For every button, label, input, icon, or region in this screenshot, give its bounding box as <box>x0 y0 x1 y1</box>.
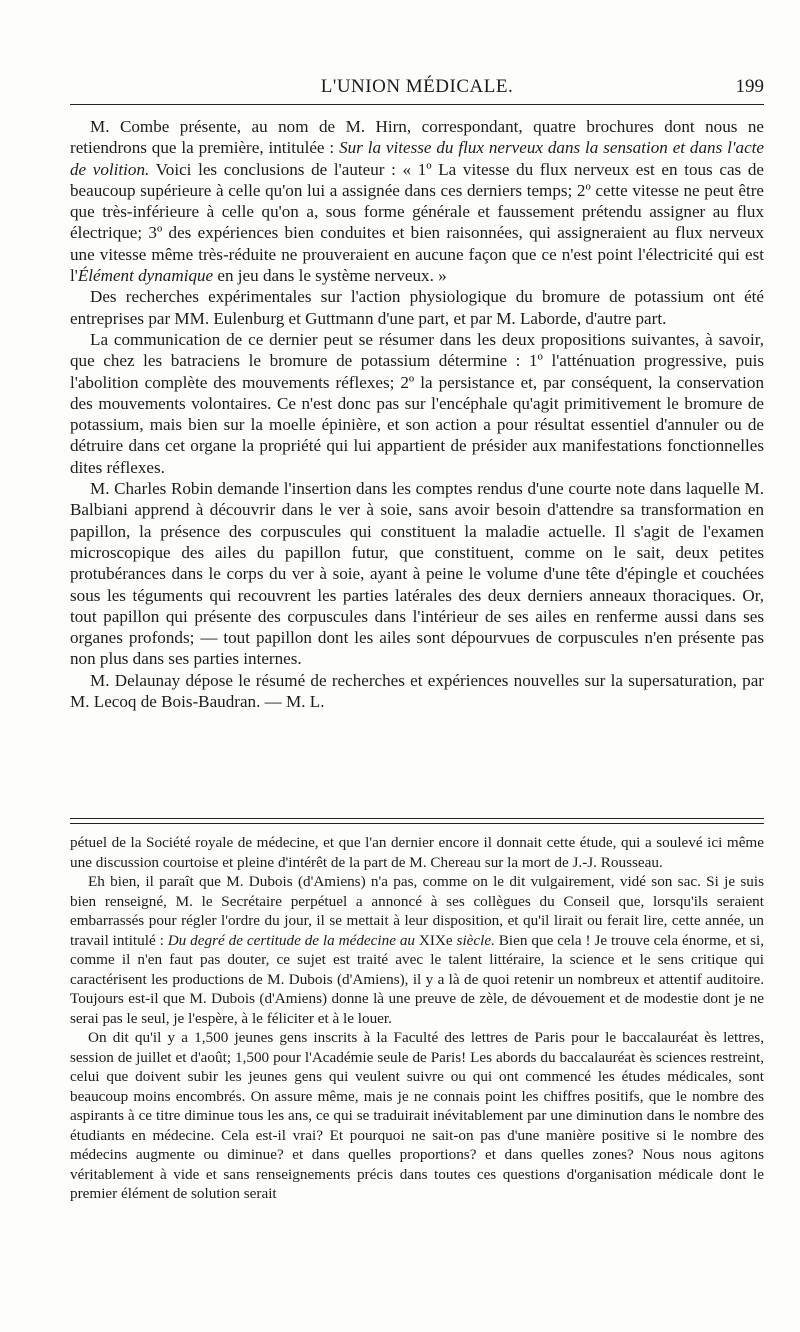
text-run: Eh bien, il paraît que M. Dubois (d'Amiens) n'a pas, comme on le dit vulgairement, vidé son sac. Si je suis bien renseigné, M. le Secrétaire perpétuel a annoncé à ses collègues du Conseil que, lorsqu'ils seraient embarrassés pour régler l'ordre du jour, il se mettait à leur disposition, et qu'il lirait ou ferait lire, cette année, un travail intitulé : <box>70 873 764 949</box>
page-number: 199 <box>735 76 764 97</box>
text-run: Voici les conclusions de l'auteur : « 1º La vitesse du flux nerveux est en tous cas de beaucoup supérieure à celle qu'on lui a assignée dans ces derniers temps; 2º cette vitesse ne peut être que très-inférieure à celle qu'on a, sous forme générale et faussement prétendu assigner au flux électrique; 3º des expériences bien conduites et bien raisonnées, qui assigneraient au flux nerveux une vitesse même très-réduite ne prouveraient en aucune façon que ce n'est point l'électricité qui est l' <box>70 159 764 286</box>
header-rule <box>70 104 764 105</box>
page-header <box>70 74 764 102</box>
section-divider-rule <box>70 818 764 824</box>
feuilleton-paragraph <box>70 872 764 1028</box>
feuilleton-section <box>70 833 764 1204</box>
text-run: M. Combe présente, au nom de M. Hirn, correspondant, quatre brochures dont nous ne retiendrons que la première, intitulée : <box>70 117 764 158</box>
report-paragraph <box>70 286 764 329</box>
running-title: L'UNION MÉDICALE. <box>320 76 514 97</box>
academy-report-section <box>70 116 764 712</box>
text-run: XIXe <box>415 931 457 949</box>
report-paragraph <box>70 670 764 713</box>
italic-text-run: Du degré de certitude de la médecine au <box>167 931 416 949</box>
text-run: en jeu dans le système nerveux. » <box>213 266 447 286</box>
feuilleton-paragraph <box>70 833 764 872</box>
report-paragraph <box>70 478 764 670</box>
text-run: Bien que cela ! Je trouve cela énorme, et si, comme il n'en faut pas douter, ce sujet est traité avec le talent littéraire, la science et le sens critique qui caractérisent les productions de M. Dubois (d'Amiens), il y a là de quoi retenir un nombreux et attentif auditoire. Toujours est-il que M. Dubois (d'Amiens) donne là une preuve de zèle, de dévouement et de modestie dont je ne serai pas le seul, je l'espère, à le féliciter et à le louer. <box>70 931 765 1027</box>
feuilleton-paragraph <box>70 1028 764 1204</box>
italic-text-run: Élément dynamique <box>77 266 214 286</box>
italic-text-run: Sur la vitesse du flux nerveux dans la sensation et dans l'acte de volition. <box>70 138 764 179</box>
text-run: pétuel de la Société royale de médecine, et que l'an dernier encore il donnait cette étude, qui a soulevé ici même une discussion courtoise et pleine d'intérêt de la part de M. Chereau sur la mort de J.-J. Rousseau. <box>70 834 764 871</box>
text-run: M. Delaunay dépose le résumé de recherches et expériences nouvelles sur la supersaturation, par M. Lecoq de Bois-Baudran. — M. L. <box>70 670 764 712</box>
text-run: Des recherches expérimentales sur l'action physiologique du bromure de potassium ont été entreprises par MM. Eulenburg et Guttmann d'une part, et par M. Laborde, d'autre part. <box>70 287 764 328</box>
italic-text-run: siècle. <box>456 931 495 949</box>
text-run: M. Charles Robin demande l'insertion dans les comptes rendus d'une courte note dans laquelle M. Balbiani apprend à découvrir dans le ver à soie, sans avoir besoin d'attendre sa transformation en papillon, la présence des corpuscules qui constituent la maladie actuelle. Il s'agit de l'examen microscopique des ailes du papillon futur, que constituent, comme on le sait, deux petites protubérances dans le corps du ver à soie, ayant à peine le volume d'une tête d'épingle et couchées sous les téguments qui recouvrent les parties latérales des deux derniers anneaux thoraciques. Or, tout papillon qui présente des corpuscules dans l'intérieur de ses ailes en renferme aussi dans ses organes profonds; — tout papillon dont les ailes sont dépourvues de corpuscules n'en présente pas non plus dans ses parties internes. <box>70 479 764 669</box>
text-run: On dit qu'il y a 1,500 jeunes gens inscrits à la Faculté des lettres de Paris pour le baccalauréat ès lettres, session de juillet et d'août; 1,500 pour l'Académie seule de Paris! Les abords du baccalauréat ès sciences restreint, celui que doivent subir les jeunes gens qui veulent suivre ou qui ont commencé les études médicales, sont beaucoup moins encombrés. On assure même, mais je ne connais point les chiffres positifs, que le nombre des aspirants à ce titre diminue tous les ans, ce qui se traduirait inévitablement par une diminution dans le nombre des étudiants en médecine. Cela est-il vrai? Et pourquoi ne sait-on pas d'une manière positive si le nombre des médecins augmente ou diminue? et dans quelles proportions? et dans quelles zones? Nous nous agitons véritablement à vide et sans renseignements précis dans toutes ces questions d'organisation médicale dont le premier élément de solution serait <box>70 1029 764 1202</box>
report-paragraph <box>70 329 764 478</box>
report-paragraph <box>70 116 764 286</box>
text-run: La communication de ce dernier peut se résumer dans les deux propositions suivantes, à savoir, que chez les batraciens le bromure de potassium détermine : 1º l'atténuation progressive, puis l'abolition complète des mouvements réflexes; 2º la persistance et, par conséquent, la conservation des mouvements volontaires. Ce n'est donc pas sur l'encéphale qu'agit primitivement le bromure de potassium, mais bien sur la moelle épinière, et son action a pour résultat essentiel d'annuler ou de détruire dans cet organe la propriété qui lui appartient de présider aux manifestations fonctionnelles dites réflexes. <box>70 329 764 477</box>
